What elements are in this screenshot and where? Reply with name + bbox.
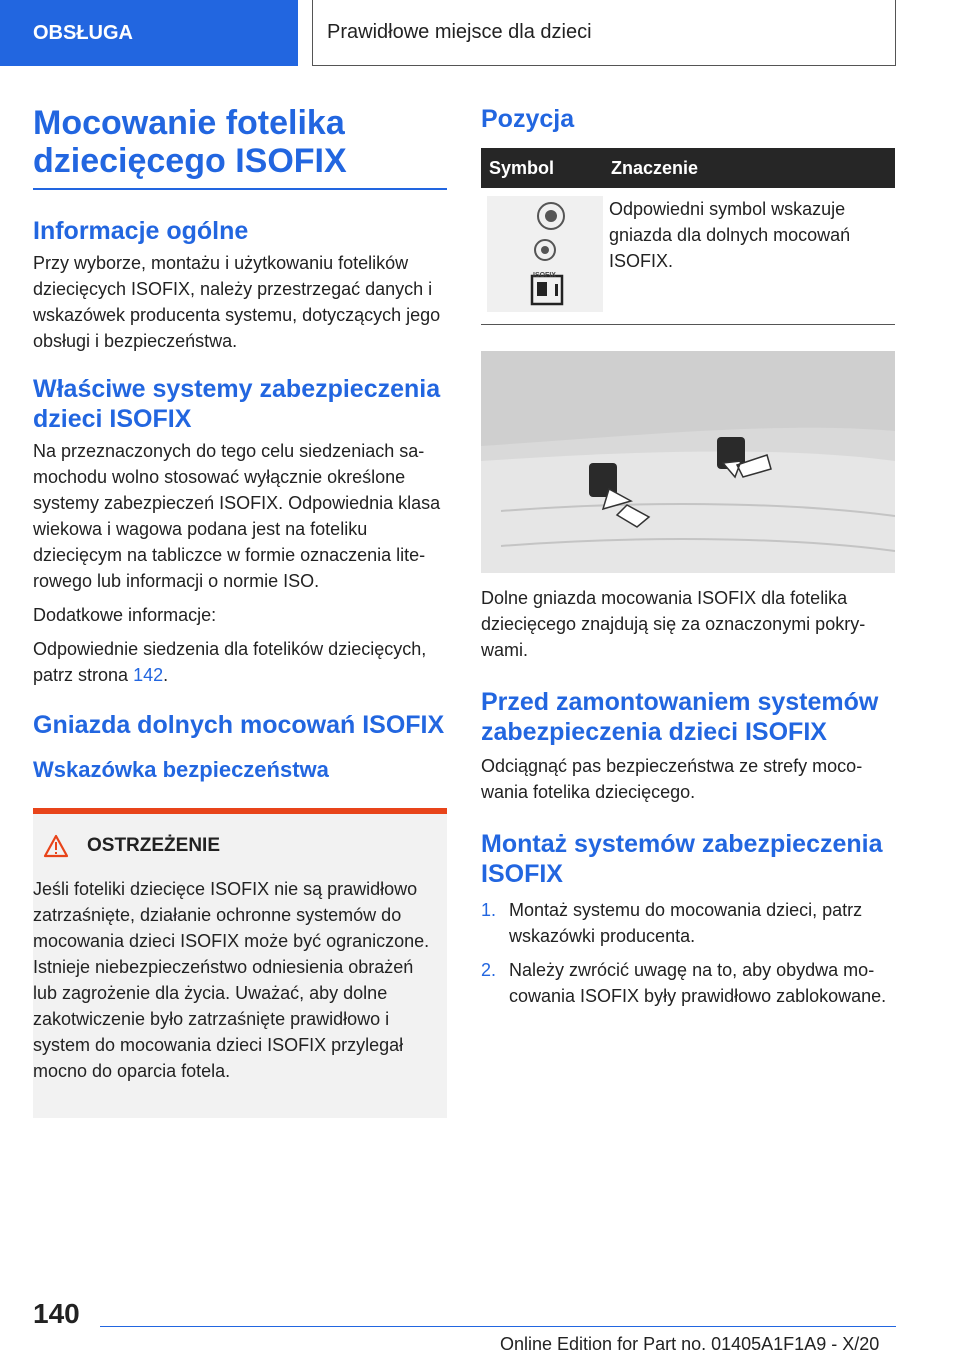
section-label: OBSŁUGA [33, 21, 133, 44]
list-item [481, 957, 895, 1009]
page-link[interactable]: 142 [133, 665, 164, 685]
warning-box [33, 808, 447, 1118]
before-text: Odciągnąć pas bezpieczeństwa ze strefy mocowania fotelika dziecięcego. [481, 756, 863, 802]
seat-photo-image [481, 351, 895, 573]
seats-paragraph [33, 636, 447, 688]
symbol-cell [481, 188, 603, 325]
isofix-symbols [487, 196, 603, 312]
seats-text: Odpowiednie siedzenia dla fotelików dziecięcych, patrz strona [33, 639, 427, 685]
step-text: Montaż systemu do mocowania dzieci, patrz wskazówki producenta. [509, 900, 863, 946]
meaning-column-header: Znaczenie [603, 148, 895, 188]
photo-caption: Dolne gniazda mocowania ISOFIX dla fotelika dziecięcego znajdują się za oznaczonymi pokrywami. [481, 588, 866, 660]
systems-text: Na przeznaczonych do tego celu siedzeniach samochodu wolno stosować wyłącznie określone systemy zabezpieczeń ISOFIX. Odpowiednia klasa wiekowa i wagowa podana jest na foteliku dziecięcym na tabliczce w formie oznaczenia literowego lub informacji o normie ISO. [33, 441, 441, 591]
section-tab [0, 0, 298, 66]
page-header-title: Prawidłowe miejsce dla dzieci [327, 21, 592, 43]
isofix-symbol-label: ISOFIX [533, 272, 556, 279]
seats-end: . [163, 665, 169, 685]
warning-text: Jeśli foteliki dziecięce ISOFIX nie są prawidłowo zatrzaśnięte, działanie ochronne systemów do mocowania dzieci ISOFIX może być ograniczone. Istnieje niebezpieczeństwo odniesienia obrażeń lub zagrożenie dla życia. Uważać, aby dolne zakotwiczenie było zatrzaśnięte prawidłowo i system do mocowania dzieci ISOFIX przylegał mocno do oparcia fotela. [33, 879, 430, 1081]
warning-triangle-icon [43, 834, 69, 858]
warning-title: OSTRZEŻENIE [87, 835, 221, 856]
page-number: 140 [33, 1298, 80, 1329]
step-text: Należy zwrócić uwagę na to, aby obydwa mocowania ISOFIX były prawidłowo zablokowane. [509, 960, 887, 1006]
warning-title-row [33, 834, 433, 858]
right-column [481, 100, 895, 1017]
isofix-symbol-icon [487, 196, 603, 312]
table-row [481, 188, 895, 325]
symbol-table [481, 148, 895, 325]
step-number: 2. [481, 960, 497, 980]
install-heading: Montaż systemów zabezpieczenia ISOFIX [481, 830, 883, 888]
list-item [481, 897, 895, 949]
install-steps [481, 897, 895, 1009]
before-heading: Przed zamontowaniem systemów zabezpieczenia dzieci ISOFIX [481, 688, 879, 746]
footer-edition: Online Edition for Part no. 01405A1F1A9 - X/20 [500, 1334, 880, 1354]
position-heading: Pozycja [481, 105, 575, 133]
symbol-column-header: Symbol [481, 148, 603, 188]
additional-label: Dodatkowe informacje: [33, 605, 217, 625]
main-heading: Mocowanie fotelika dziecięcego ISOFIX [33, 104, 447, 190]
step-number: 1. [481, 900, 497, 920]
anchors-heading: Gniazda dolnych mocowań ISOFIX [33, 711, 445, 739]
safety-heading: Wskazówka bezpieczeństwa [33, 757, 329, 782]
general-text: Przy wyborze, montażu i użytkowaniu fotelików dziecięcych ISOFIX, należy przestrzegać danych i wskazówek producenta systemu, dotyczących jego obsługi i bezpieczeństwa. [33, 253, 441, 351]
footer-divider [100, 1326, 896, 1327]
left-column [33, 100, 447, 1118]
meaning-cell: Odpowiedni symbol wskazuje gniazda dla dolnych mocowań ISOFIX. [603, 188, 895, 325]
isofix-photo [481, 351, 895, 573]
page-header [312, 0, 896, 66]
systems-heading: Właściwe systemy zabezpieczenia dzieci ISOFIX [33, 375, 441, 433]
general-heading: Informacje ogólne [33, 217, 249, 245]
